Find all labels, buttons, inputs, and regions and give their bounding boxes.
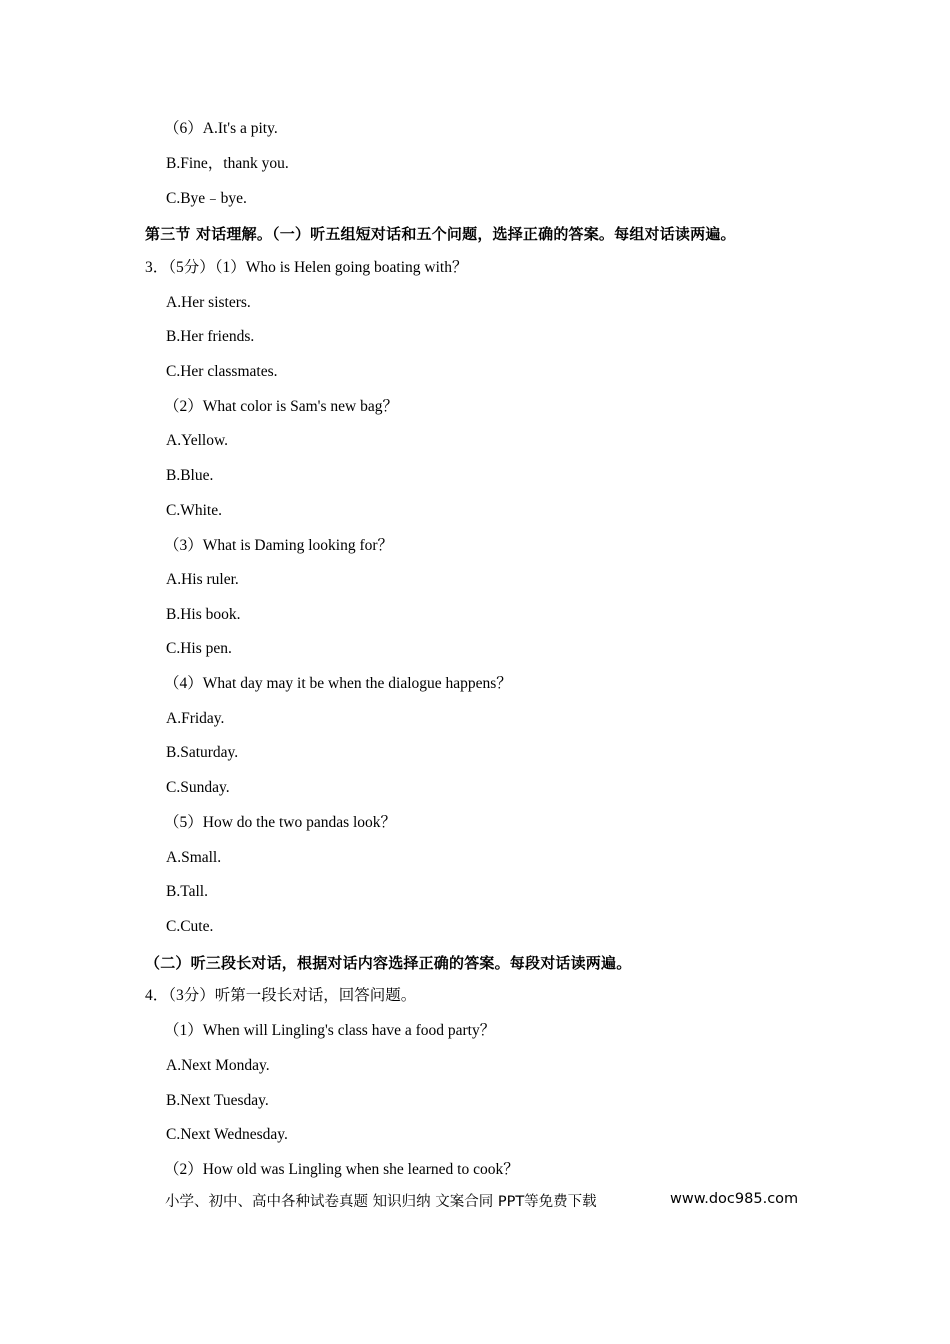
sub-question-6: （6）A.It's a pity. [164, 120, 278, 137]
sub-question-2: （2）How old was Lingling when she learned to cook？ [164, 1161, 519, 1178]
sub-question-3: （3）What is Daming looking for？ [164, 537, 394, 554]
option-c: C.Her classmates. [166, 363, 278, 380]
section-heading-2: （二）听三段长对话，根据对话内容选择正确的答案。每段对话读两遍。 [145, 954, 632, 972]
sub-question-4: （4）What day may it be when the dialogue happens？ [164, 675, 512, 692]
option-c: C.White. [166, 502, 222, 519]
section-heading-3: 第三节 对话理解。（一）听五组短对话和五个问题，选择正确的答案。每组对话读两遍。 [145, 225, 736, 243]
option-b: B.Saturday. [166, 744, 239, 761]
option-b: B.Fine，thank you. [166, 155, 289, 172]
option-b: B.Tall. [166, 883, 208, 900]
option-b: B.Blue. [166, 467, 214, 484]
option-c: C.His pen. [166, 640, 232, 657]
sub-question-5: （5）How do the two pandas look？ [164, 814, 397, 831]
option-c: C.Bye﹣bye. [166, 190, 247, 207]
sub-question-1: （1）When will Lingling's class have a food party？ [164, 1022, 496, 1039]
option-c: C.Next Wednesday. [166, 1126, 288, 1143]
option-b: B.Her friends. [166, 328, 255, 345]
option-c: C.Sunday. [166, 779, 230, 796]
question-4: 4．（3分）听第一段长对话，回答问题。 [145, 987, 417, 1004]
option-a: A.Friday. [166, 710, 225, 727]
sub-question-2: （2）What color is Sam's new bag？ [164, 398, 398, 415]
option-a: A.Yellow. [166, 432, 229, 449]
option-b: B.Next Tuesday. [166, 1092, 269, 1109]
option-a: A.Next Monday. [166, 1057, 270, 1074]
option-a: A.His ruler. [166, 571, 239, 588]
question-3: 3．（5分）（1）Who is Helen going boating with？ [145, 259, 468, 276]
option-c: C.Cute. [166, 918, 214, 935]
footer-url[interactable]: www.doc985.com [670, 1191, 799, 1207]
option-a: A.Her sisters. [166, 294, 251, 311]
option-b: B.His book. [166, 606, 241, 623]
footer-text: 小学、初中、高中各种试卷真题 知识归纳 文案合同 PPT等免费下载 [165, 1194, 597, 1210]
option-a: A.Small. [166, 849, 222, 866]
